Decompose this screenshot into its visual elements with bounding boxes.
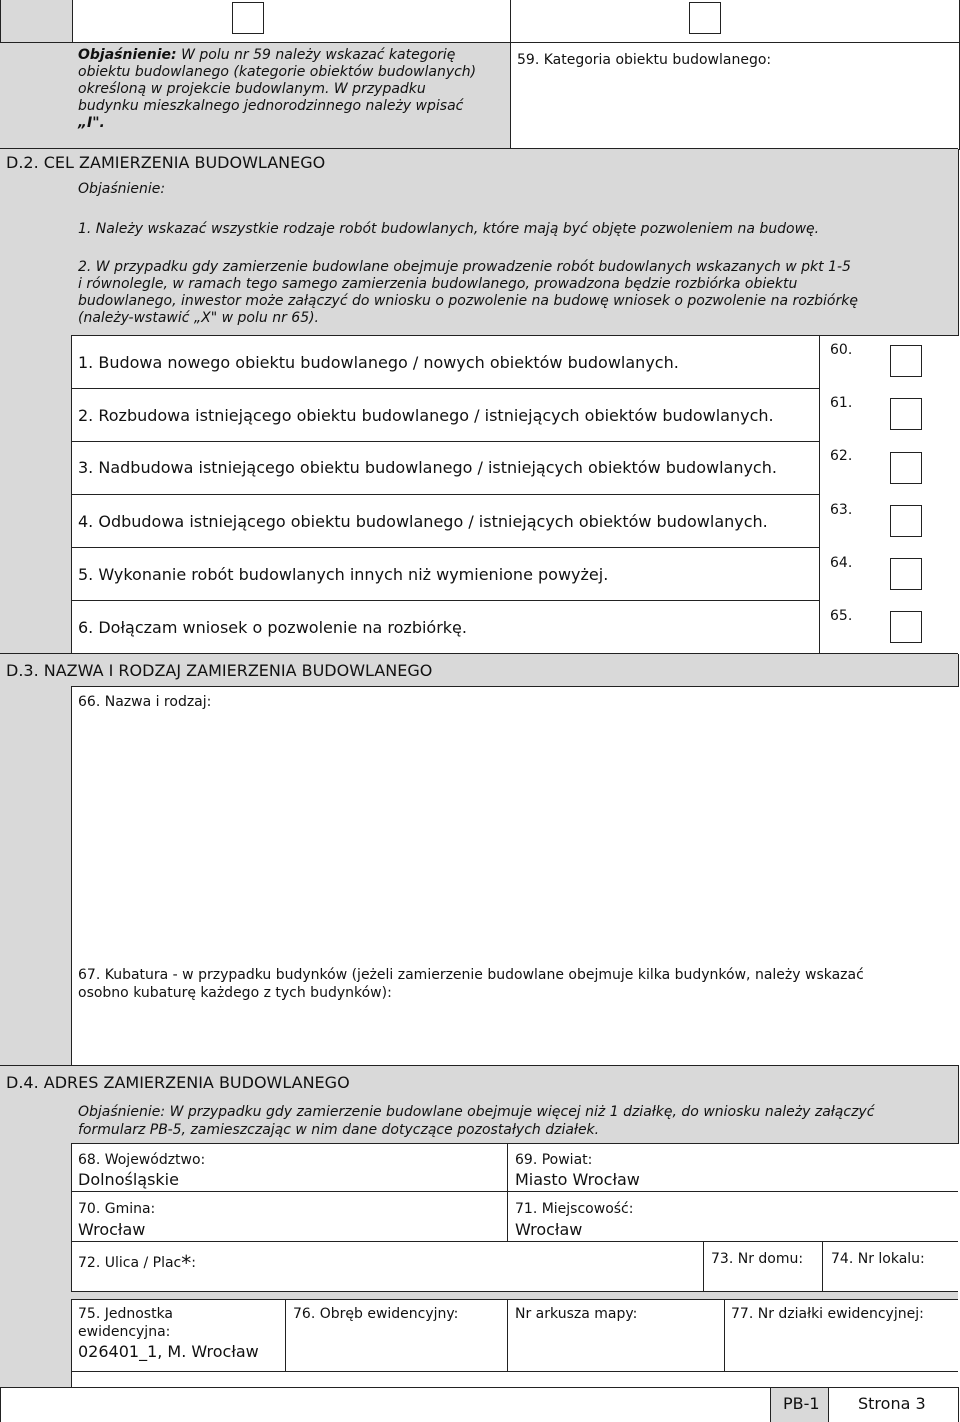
option-62-text: 3. Nadbudowa istniejącego obiektu budowlanego / istniejących obiektów budowlanych.: [78, 458, 777, 477]
checkbox-top-right[interactable]: [689, 2, 721, 34]
grid-v-divider-72-73: [703, 1241, 704, 1291]
d2-note2-line3: budowlanego, inwestor może załączyć do wniosku o pozwolenie na budowę wniosek o pozwolenie na rozbiórkę: [78, 293, 858, 309]
field-74-label: 74. Nr lokalu:: [831, 1251, 925, 1267]
field-70-value[interactable]: Wrocław: [78, 1220, 146, 1239]
d2-note2-line2: i równolegle, w ramach tego samego zamierzenia budowlanego, prowadzona będzie rozbiórka obiektu: [78, 276, 798, 292]
grid-h-line-1: [71, 1191, 958, 1192]
field-68-label: 68. Województwo:: [78, 1152, 206, 1168]
field-76-label: 76. Obręb ewidencyjny:: [293, 1306, 459, 1322]
d2-explanation-label: Objaśnienie:: [78, 181, 166, 197]
field-66-label: 66. Nazwa i rodzaj:: [78, 694, 212, 710]
grid-v-divider-76-arkusz: [507, 1299, 508, 1371]
field-59-label: 59. Kategoria obiektu budowlanego:: [517, 52, 772, 68]
field-70-label: 70. Gmina:: [78, 1201, 156, 1217]
d2-note2-line4: (należy-wstawić „X" w polu nr 65).: [78, 310, 320, 326]
option-63-number: 63.: [830, 502, 853, 518]
d3-title: D.3. NAZWA I RODZAJ ZAMIERZENIA BUDOWLANEGO: [6, 661, 433, 680]
checkbox-top-left[interactable]: [232, 2, 264, 34]
d4-title: D.4. ADRES ZAMIERZENIA BUDOWLANEGO: [6, 1073, 350, 1092]
grid-gray-separator: [71, 1291, 958, 1300]
option-63-checkbox[interactable]: [890, 505, 922, 537]
explanation-59-line5: „I".: [78, 115, 105, 131]
field-71-value[interactable]: Wrocław: [515, 1220, 583, 1239]
grid-v-divider-73-74: [822, 1241, 823, 1291]
footer-page-label: Strona 3: [858, 1394, 926, 1413]
field-73-label: 73. Nr domu:: [711, 1251, 804, 1267]
field-72-label: 72. Ulica / Plac*:: [78, 1251, 196, 1275]
field-66-box[interactable]: [71, 686, 959, 955]
option-63-text: 4. Odbudowa istniejącego obiektu budowlanego / istniejących obiektów budowlanych.: [78, 512, 768, 531]
explanation-59-line2: obiektu budowlanego (kategorie obiektów budowlanych): [78, 64, 477, 80]
d4-explanation-line2: formularz PB-5, zamieszczając w nim dane dotyczące pozostałych działek.: [78, 1122, 600, 1138]
arkusz-mapy-label: Nr arkusza mapy:: [515, 1306, 638, 1322]
option-62-number: 62.: [830, 448, 853, 464]
grid-h-line-2: [71, 1241, 958, 1242]
field-69-value[interactable]: Miasto Wrocław: [515, 1170, 640, 1189]
top-strip-white-left: [72, 0, 511, 43]
field-75-value[interactable]: 026401_1, M. Wrocław: [78, 1342, 259, 1361]
option-65-number: 65.: [830, 608, 853, 624]
option-64-text: 5. Wykonanie robót budowlanych innych niż wymienione powyżej.: [78, 565, 609, 584]
explanation-59: [78, 47, 508, 132]
d2-options-divider: [819, 335, 820, 653]
explanation-59-line3: określoną w projekcie budowlanym. W przypadku: [78, 81, 426, 97]
grid-bottom-line: [71, 1371, 958, 1372]
d2-title: D.2. CEL ZAMIERZENIA BUDOWLANEGO: [6, 153, 326, 172]
field-67-label-line1: 67. Kubatura - w przypadku budynków (jeżeli zamierzenie budowlane obejmuje kilka budynków, należy wskazać: [78, 967, 864, 983]
option-60-text: 1. Budowa nowego obiektu budowlanego / nowych obiektów budowlanych.: [78, 353, 679, 372]
d2-options-left-margin: [0, 335, 71, 653]
option-64-checkbox[interactable]: [890, 558, 922, 590]
option-61-text: 2. Rozbudowa istniejącego obiektu budowlanego / istniejących obiektów budowlanych.: [78, 406, 774, 425]
field-75-label-line2: ewidencyjna:: [78, 1324, 171, 1340]
footer-form-code: PB-1: [783, 1394, 820, 1413]
field-75-label-line1: 75. Jednostka: [78, 1306, 174, 1322]
d4-explanation-line1: Objaśnienie: W przypadku gdy zamierzenie budowlane obejmuje więcej niż 1 działkę, do wniosku należy załączyć: [78, 1104, 875, 1120]
option-62-checkbox[interactable]: [890, 452, 922, 484]
field-71-label: 71. Miejscowość:: [515, 1201, 634, 1217]
option-61-checkbox[interactable]: [890, 398, 922, 430]
field-77-label: 77. Nr działki ewidencyjnej:: [731, 1306, 924, 1322]
explanation-59-line4: budynku mieszkalnego jednorodzinnego należy wpisać: [78, 98, 464, 114]
grid-v-divider-75-76: [285, 1299, 286, 1371]
option-65-text: 6. Dołączam wniosek o pozwolenie na rozbiórkę.: [78, 618, 467, 637]
explanation-59-line1: Objaśnienie: W polu nr 59 należy wskazać kategorię: [78, 47, 456, 63]
top-strip-white-right: [510, 0, 960, 43]
field-67-label-line2: osobno kubaturę każdego z tych budynków):: [78, 985, 392, 1001]
option-65-checkbox[interactable]: [890, 611, 922, 643]
grid-v-divider-68-69: [507, 1143, 508, 1241]
option-64-number: 64.: [830, 555, 853, 571]
option-60-number: 60.: [830, 342, 853, 358]
grid-v-divider-arkusz-77: [724, 1299, 725, 1371]
option-61-number: 61.: [830, 395, 853, 411]
d2-note2-line1: 2. W przypadku gdy zamierzenie budowlane obejmuje prowadzenie robót budowlanych wskazanych w pkt 1-5: [78, 259, 851, 275]
field-69-label: 69. Powiat:: [515, 1152, 593, 1168]
d2-note1: 1. Należy wskazać wszystkie rodzaje robót budowlanych, które mają być objęte pozwoleniem na budowę.: [78, 221, 820, 237]
d2-note2: [78, 259, 858, 327]
field-68-value[interactable]: Dolnośląskie: [78, 1170, 179, 1189]
option-60-checkbox[interactable]: [890, 345, 922, 377]
